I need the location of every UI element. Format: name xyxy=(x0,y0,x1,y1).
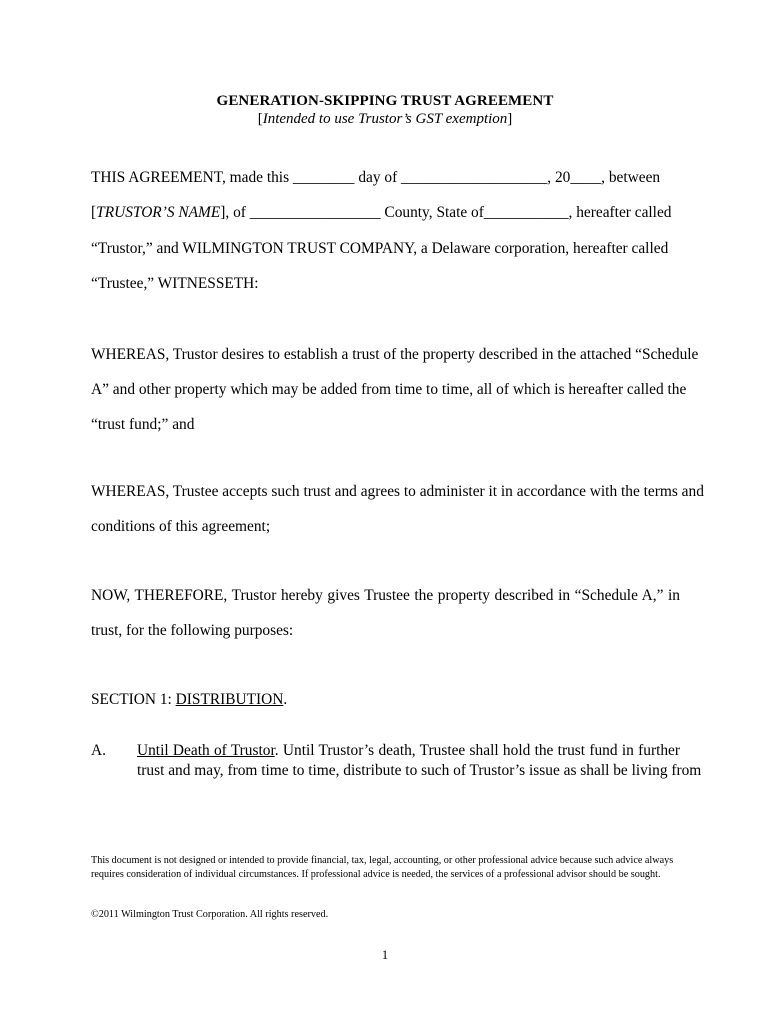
footer-disclaimer: This document is not designed or intended to provide financial, tax, legal, accounting, or other professional advice because such advice always requires consideration of individual circumstances. If professional advice is needed, the services of a professional advisor should be sought. xyxy=(91,855,674,880)
document-title: GENERATION-SKIPPING TRUST AGREEMENT xyxy=(216,93,554,109)
section-1-heading xyxy=(91,691,287,709)
section-1-title: DISTRIBUTION xyxy=(175,691,284,708)
opening-line-1: THIS AGREEMENT, made this ________ day of ___________________, 20____, between xyxy=(91,169,661,186)
section-1-suffix: . xyxy=(283,691,288,708)
clause-a-line-1-rest: . Until Trustor’s death, Trustee shall hold the trust fund in further xyxy=(274,742,681,759)
document-subtitle xyxy=(0,111,770,128)
clause-a-letter: A. xyxy=(91,742,106,759)
page-number: 1 xyxy=(381,948,389,962)
opening-line-2-open: [ xyxy=(91,204,97,221)
whereas1-line-3: “trust fund;” and xyxy=(91,416,195,433)
clause-a-line-2: trust and may, from time to time, distribute to such of Trustor’s issue as shall be living from xyxy=(137,762,702,779)
footer-copyright: ©2011 Wilmington Trust Corporation. All rights reserved. xyxy=(91,909,329,920)
clause-a-line-1 xyxy=(137,742,680,760)
whereas1-line-1: WHEREAS, Trustor desires to establish a trust of the property described in the attached “Schedule xyxy=(91,346,699,363)
trustor-name-placeholder: TRUSTOR’S NAME xyxy=(96,204,221,221)
therefore-line-2: trust, for the following purposes: xyxy=(91,622,294,639)
opening-line-2 xyxy=(91,204,672,222)
therefore-line-1: NOW, THEREFORE, Trustor hereby gives Trustee the property described in “Schedule A,” in xyxy=(91,587,680,604)
subtitle-italic: Intended to use Trustor’s GST exemption xyxy=(262,111,508,127)
opening-line-4: “Trustee,” WITNESSETH: xyxy=(91,275,259,292)
whereas2-line-2: conditions of this agreement; xyxy=(91,518,271,535)
subtitle-open: [ xyxy=(257,111,263,127)
section-1-prefix: SECTION 1: xyxy=(91,691,176,708)
whereas2-line-1: WHEREAS, Trustee accepts such trust and agrees to administer it in accordance with the terms and xyxy=(91,483,704,500)
subtitle-close: ] xyxy=(507,111,513,127)
opening-line-3: “Trustor,” and WILMINGTON TRUST COMPANY, a Delaware corporation, hereafter called xyxy=(91,240,669,257)
opening-line-2-rest: ], of _________________ County, State of___________, hereafter called xyxy=(220,204,672,221)
clause-a-heading: Until Death of Trustor xyxy=(137,742,275,759)
whereas1-line-2: A” and other property which may be added from time to time, all of which is hereafter called the xyxy=(91,381,687,398)
